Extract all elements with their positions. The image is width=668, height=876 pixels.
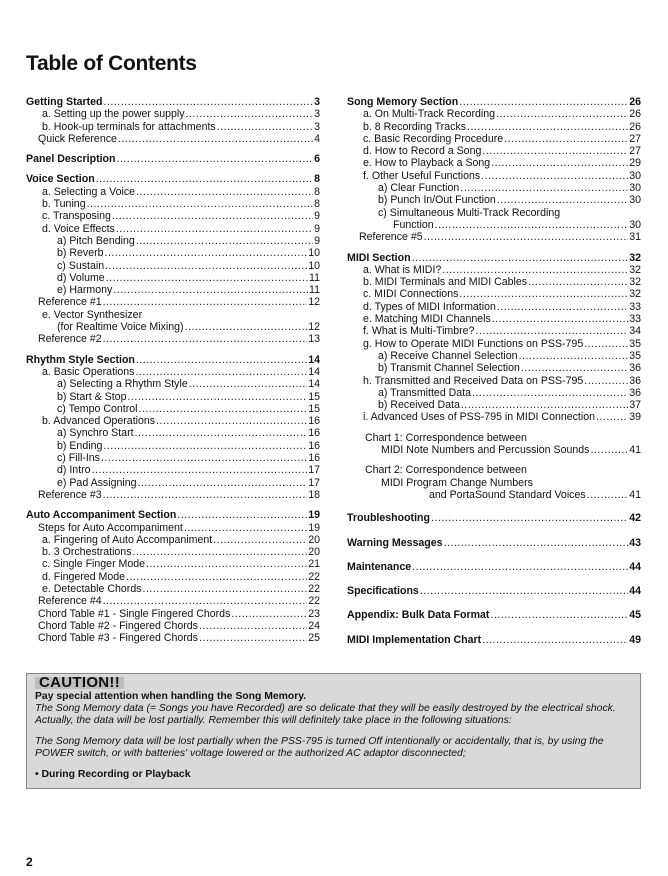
entry-label: b) Start & Stop [57,390,127,403]
entry-page: 30 [629,194,641,207]
entry-label: b. 8 Recording Tracks [363,120,467,133]
entry-page: 26 [629,96,641,108]
entry-label: e) Harmony [57,284,113,297]
entry-page: 11 [309,271,320,284]
entry-label: Reference #4 [38,595,102,608]
entry-label: a) Transmitted Data [378,386,472,399]
entry-label: a. Setting up the power supply [42,108,185,121]
toc-entry[interactable] [26,427,320,439]
entry-page: 22 [308,570,320,583]
entry-page: 33 [629,313,641,326]
entry-label: c) Tempo Control [57,402,138,415]
toc-entry[interactable] [26,489,320,501]
toc-entry-getting-started[interactable] [26,96,320,108]
entry-label: MIDI Section [347,251,411,264]
toc-entry[interactable] [365,489,641,501]
entry-page: 12 [308,296,320,309]
toc-entry[interactable] [26,366,320,378]
entry-label: Quick Reference [38,132,117,145]
entry-label: a) Clear Function [378,182,460,195]
entry-page: 27 [629,145,641,158]
entry-label: d) Intro [57,464,91,477]
entry-label: Reference #3 [38,488,102,501]
entry-label: f. Other Useful Functions [363,169,481,182]
entry-label: Rhythm Style Section [26,353,135,366]
entry-page: 39 [629,411,641,424]
toc-entry[interactable] [26,464,320,476]
entry-label: Appendix: Bulk Data Format [347,609,490,622]
toc-entry-midi-implementation[interactable] [347,634,641,646]
toc-entry[interactable] [347,325,641,337]
toc-entry[interactable] [26,108,320,120]
entry-label: Getting Started [26,96,103,108]
entry-page: 43 [629,536,641,549]
toc-entry[interactable] [347,182,641,194]
entry-page: 8 [314,173,320,186]
entry-page: 30 [629,182,641,195]
entry-label: b) Ending [57,439,103,452]
entry-page: 26 [629,108,641,121]
entry-page: 13 [308,333,320,346]
toc-entry-maintenance[interactable] [347,561,641,573]
caution-headline: Pay special attention when handling the Song Memory. [35,691,307,702]
entry-label: g. How to Operate MIDI Functions on PSS-795 [363,337,584,350]
entry-page: 17 [308,464,320,477]
toc-entry[interactable] [347,338,641,350]
entry-page: 9 [314,222,320,235]
entry-label: Troubleshooting [347,512,430,525]
entry-page: 9 [314,234,320,247]
entry-label: d. Voice Effects [42,222,115,235]
entry-label: h. Transmitted and Received Data on PSS-795 [363,374,584,387]
entry-label: Panel Description [26,153,116,166]
entry-label: b. 3 Orchestrations [42,546,132,559]
entry-label: (for Realtime Voice Mixing) [57,321,184,334]
entry-page: 20 [308,533,320,546]
entry-page: 3 [314,120,320,133]
entry-label: Reference #5 [359,231,423,244]
toc-entry[interactable] [347,219,641,231]
entry-page: 10 [308,259,320,272]
toc-entry-voice-section[interactable] [26,173,320,185]
entry-label: Song Memory Section [347,96,459,108]
entry-page: 16 [308,439,320,452]
toc-entry[interactable] [26,546,320,558]
entry-page: 32 [629,276,641,289]
entry-label: a. Fingering of Auto Accompaniment [42,533,213,546]
entry-page: 29 [629,157,641,170]
entry-label: Function [393,218,434,231]
toc-entry[interactable] [26,210,320,222]
toc-entry[interactable] [26,186,320,198]
toc-entry[interactable] [347,170,641,182]
page-title: Table of Contents [26,52,197,75]
toc-entry[interactable] [347,194,641,206]
entry-page: 16 [308,427,320,440]
entry-page: 36 [629,374,641,387]
entry-label: and PortaSound Standard Voices [429,488,586,501]
toc-entry[interactable] [26,403,320,415]
entry-label: b) Punch In/Out Function [378,194,496,207]
toc-entry[interactable] [26,632,320,644]
entry-label: Specifications [347,585,419,598]
entry-page: 16 [308,415,320,428]
toc-entry[interactable] [26,121,320,133]
caution-title: CAUTION!! [35,677,124,689]
entry-page: 15 [308,402,320,415]
entry-page: 44 [629,585,641,598]
toc-entry-troubleshooting[interactable] [347,512,641,524]
entry-page: 37 [629,399,641,412]
entry-page: 6 [314,153,320,166]
toc-entry[interactable] [26,415,320,427]
toc-entry[interactable] [347,121,641,133]
entry-label: a) Selecting a Rhythm Style [57,378,188,391]
toc-entry-specifications[interactable] [347,585,641,597]
toc-entry[interactable] [347,375,641,387]
entry-page: 25 [308,632,320,645]
toc-entry[interactable] [347,387,641,399]
entry-label: a) Synchro Start [57,427,134,440]
toc-entry[interactable] [347,108,641,120]
toc-entry-appendix[interactable] [347,609,641,621]
toc-entry[interactable] [347,133,641,145]
entry-page: 9 [314,210,320,223]
entry-label: b. Hook-up terminals for attachments [42,120,216,133]
entry-label: c) Fill-Ins [57,452,100,465]
entry-page: 35 [629,337,641,350]
toc-entry[interactable] [26,477,320,489]
entry-page: 49 [629,633,641,646]
entry-label: e. Matching MIDI Channels [363,313,491,326]
toc-entry[interactable] [347,145,641,157]
entry-page: 32 [629,288,641,301]
toc-entry[interactable] [26,583,320,595]
toc-entry[interactable] [347,157,641,169]
toc-entry[interactable] [26,260,320,272]
toc-entry[interactable] [347,411,641,423]
toc-entry[interactable] [26,440,320,452]
entry-page: 11 [309,284,320,297]
entry-label: d. Types of MIDI Information [363,300,496,313]
entry-page: 32 [629,263,641,276]
entry-page: 12 [308,321,320,334]
toc-entry[interactable] [26,333,320,345]
toc-entry[interactable] [26,235,320,247]
entry-page: 44 [629,560,641,573]
toc-entry[interactable] [26,534,320,546]
entry-page: 33 [629,300,641,313]
entry-label: d. How to Record a Song [363,145,482,158]
entry-page: 3 [314,96,320,108]
toc-entry[interactable] [347,313,641,325]
toc-entry[interactable] [26,133,320,145]
entry-page: 41 [629,488,641,501]
toc-entry-song-memory[interactable] [347,96,641,108]
entry-page: 19 [308,509,320,522]
entry-page: 8 [314,185,320,198]
entry-page: 15 [308,390,320,403]
entry-page: 17 [308,476,320,489]
toc-entry-label-only[interactable]: c) Simultaneous Multi-Track Recording [378,206,561,219]
entry-label: c. Single Finger Mode [42,558,146,571]
entry-label: Chord Table #2 - Fingered Chords [38,619,198,632]
entry-page: 35 [629,349,641,362]
caution-paragraph-2: The Song Memory data will be lost partially when the PSS-795 is turned Off intentionally or accidentally, that is, by using the POWER switch, or with batteries' voltage lowered or the authorized AC adaptor disconnected; [35,736,604,759]
toc-entry[interactable] [26,391,320,403]
entry-label: a) Receive Channel Selection [378,349,518,362]
chart-1-title: Chart 1: Correspondence between [365,431,527,444]
entry-label: a. Basic Operations [42,365,135,378]
toc-entry[interactable] [347,288,641,300]
entry-page: 22 [308,582,320,595]
entry-page: 18 [308,488,320,501]
entry-label: a. What is MIDI? [363,263,442,276]
entry-label: MIDI Note Numbers and Percussion Sounds [381,444,590,457]
entry-label: a) Pitch Bending [57,234,135,247]
entry-label: b) Transmit Channel Selection [378,362,520,375]
entry-label: Reference #2 [38,333,102,346]
entry-page: 45 [629,609,641,622]
toc-entry[interactable] [26,620,320,632]
entry-page: 14 [308,353,320,366]
entry-label: a. On Multi-Track Recording [363,108,496,121]
toc-entry[interactable] [26,284,320,296]
toc-entry[interactable] [26,378,320,390]
entry-label: c. Basic Recording Procedure [363,132,504,145]
entry-page: 16 [308,452,320,465]
toc-right-column [347,96,641,646]
toc-entry[interactable] [26,296,320,308]
toc-entry-rhythm-section[interactable] [26,354,320,366]
toc-entry[interactable] [347,301,641,313]
entry-label: Chord Table #1 - Single Fingered Chords [38,607,231,620]
entry-page: 26 [629,120,641,133]
entry-label: e) Pad Assigning [57,476,137,489]
toc-entry[interactable] [26,223,320,235]
page-number: 2 [26,855,33,869]
entry-label: c) Sustain [57,259,105,272]
entry-page: 31 [629,231,641,244]
chart-2-subtitle: MIDI Program Change Numbers [381,476,533,489]
toc-entry[interactable] [347,350,641,362]
toc-entry[interactable] [347,362,641,374]
toc-entry[interactable] [26,452,320,464]
toc-entry[interactable] [347,399,641,411]
entry-label: Voice Section [26,173,95,186]
entry-page: 30 [629,218,641,231]
toc-entry[interactable] [26,558,320,570]
toc-entry[interactable] [26,247,320,259]
entry-label: b. MIDI Terminals and MIDI Cables [363,276,528,289]
entry-page: 41 [629,444,641,457]
toc-entry[interactable] [26,571,320,583]
toc-entry[interactable] [26,321,320,333]
toc-entry[interactable] [26,522,320,534]
entry-page: 34 [629,325,641,338]
entry-page: 3 [314,108,320,121]
entry-page: 20 [308,546,320,559]
toc-entry-label-only[interactable]: e. Vector Synthesizer [42,308,143,321]
entry-page: 22 [308,595,320,608]
toc-entry[interactable] [26,272,320,284]
entry-page: 23 [308,607,320,620]
entry-label: b. Advanced Operations [42,415,156,428]
entry-page: 36 [629,386,641,399]
entry-label: f. What is Multi-Timbre? [363,325,475,338]
caution-box [26,673,641,789]
toc-entry-warning-messages[interactable] [347,537,641,549]
entry-page: 4 [314,132,320,145]
entry-page: 14 [308,378,320,391]
toc-entry[interactable] [26,198,320,210]
entry-label: c. Transposing [42,210,111,223]
toc-entry[interactable] [26,608,320,620]
entry-label: MIDI Implementation Chart [347,633,482,646]
entry-label: b) Reverb [57,247,104,260]
toc-entry[interactable] [347,264,641,276]
entry-page: 19 [308,521,320,534]
entry-label: Steps for Auto Accompaniment [38,521,183,534]
toc-entry[interactable] [347,276,641,288]
caution-paragraph-1: The Song Memory data (= Songs you have Recorded) are so delicate that they will be easily destroyed by the electrical shock. Actually, the data will be lost partially. Remember this will definitely take place in the following situations: [35,703,616,726]
entry-label: b) Received Data [378,399,460,412]
entry-label: Maintenance [347,560,412,573]
entry-label: e. Detectable Chords [42,582,142,595]
chart-2-block[interactable] [347,464,641,501]
entry-page: 30 [629,169,641,182]
entry-page: 32 [629,251,641,264]
entry-page: 36 [629,362,641,375]
caution-bullet: • During Recording or Playback [35,769,191,780]
entry-label: d. Fingered Mode [42,570,126,583]
entry-page: 21 [308,558,320,571]
entry-label: e. How to Playback a Song [363,157,491,170]
chart-1-block[interactable] [347,432,641,457]
entry-page: 10 [308,247,320,260]
entry-page: 14 [308,365,320,378]
toc-entry[interactable] [347,231,641,243]
entry-label: a. Selecting a Voice [42,185,136,198]
entry-label: Reference #1 [38,296,102,309]
toc-entry[interactable] [365,444,641,456]
entry-label: Chord Table #3 - Fingered Chords [38,632,198,645]
toc-entry-auto-accompaniment[interactable] [26,509,320,521]
chart-2-title: Chart 2: Correspondence between [365,464,527,477]
entry-page: 42 [629,512,641,525]
entry-label: c. MIDI Connections [363,288,459,301]
entry-label: i. Advanced Uses of PSS-795 in MIDI Connection [363,411,596,424]
entry-label: Auto Accompaniment Section [26,509,177,522]
toc-entry[interactable] [26,595,320,607]
entry-label: d) Volume [57,271,105,284]
toc-entry-midi-section[interactable] [347,252,641,264]
toc-entry-panel-description[interactable] [26,153,320,165]
entry-page: 24 [308,619,320,632]
toc-left-column [26,96,320,644]
entry-label: Warning Messages [347,536,443,549]
entry-page: 27 [629,132,641,145]
entry-label: b. Tuning [42,198,86,211]
entry-page: 8 [314,198,320,211]
